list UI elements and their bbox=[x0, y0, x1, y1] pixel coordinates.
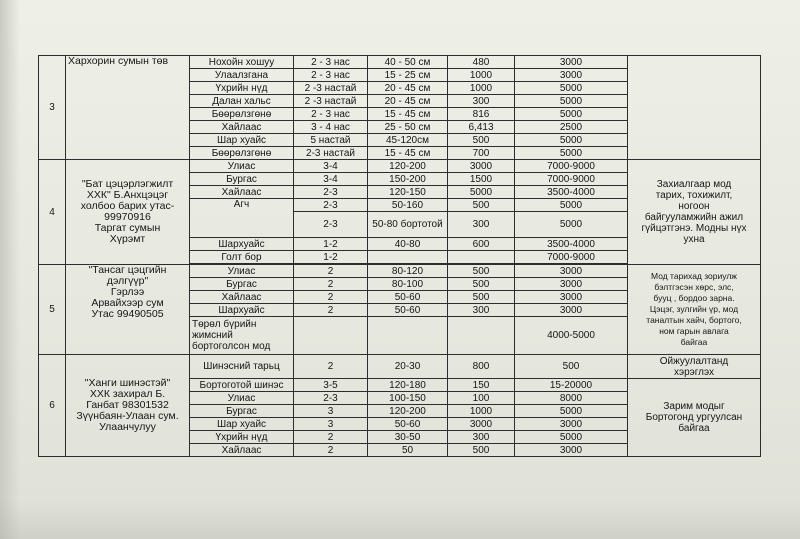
species-cell: Бөөрөлзгөнө bbox=[190, 147, 294, 160]
price-cell: 5000 bbox=[515, 108, 628, 121]
note-line: хэрэглэх bbox=[673, 366, 715, 378]
height-cell: 120-200 bbox=[368, 160, 448, 173]
row-number: 3 bbox=[39, 56, 66, 160]
height-cell: 45-120см bbox=[368, 134, 448, 147]
age-cell: 2-3 bbox=[294, 199, 368, 212]
owner-line: Зүүнбаян-Улаан сум. bbox=[76, 410, 179, 422]
height-cell: 120-150 bbox=[368, 186, 448, 199]
price-cell: 3500-4000 bbox=[515, 238, 628, 251]
species-cell: Улиас bbox=[190, 160, 294, 173]
price-cell: 15-20000 bbox=[515, 379, 628, 392]
species-cell: Хайлаас bbox=[190, 121, 294, 134]
species-cell: Бөөрөлзгөнө bbox=[190, 108, 294, 121]
age-cell bbox=[294, 317, 368, 355]
owner-line: 99970916 bbox=[104, 211, 151, 223]
age-cell: 3-4 bbox=[294, 160, 368, 173]
quantity-cell: 816 bbox=[448, 108, 515, 121]
quantity-cell: 5000 bbox=[448, 186, 515, 199]
quantity-cell: 500 bbox=[448, 199, 515, 212]
note-line: Ойжуулалтанд bbox=[659, 355, 729, 367]
height-cell: 15 - 45 см bbox=[368, 108, 448, 121]
price-cell: 2500 bbox=[515, 121, 628, 134]
species-cell: Шар хуайс bbox=[190, 134, 294, 147]
species-cell: Бургас bbox=[190, 173, 294, 186]
owner-line: Ганбат 98301532 bbox=[86, 399, 169, 411]
page-edge-shadow bbox=[0, 0, 20, 539]
note-line: бууц , бордоо зарна. bbox=[653, 293, 735, 303]
age-cell: 2 - 3 нас bbox=[294, 108, 368, 121]
owner-line: холбоо барих утас- bbox=[80, 200, 175, 212]
height-cell: 50-80 бортотой bbox=[368, 212, 448, 238]
age-cell: 2 bbox=[294, 431, 368, 444]
note-line: ногоон bbox=[678, 201, 710, 212]
note-cell bbox=[628, 160, 761, 265]
quantity-cell: 300 bbox=[448, 95, 515, 108]
quantity-cell: 800 bbox=[448, 355, 515, 379]
species-cell: Улиас bbox=[190, 392, 294, 405]
row-number: 5 bbox=[39, 265, 66, 355]
price-cell: 5000 bbox=[515, 95, 628, 108]
species-cell: Шархуайс bbox=[190, 304, 294, 317]
age-cell: 3 - 4 нас bbox=[294, 121, 368, 134]
note-line: бэлтгэсэн хөрс, элс, bbox=[654, 282, 734, 292]
height-cell: 20-30 bbox=[368, 355, 448, 379]
price-cell: 3000 bbox=[515, 291, 628, 304]
row-number: 6 bbox=[39, 355, 66, 457]
note-line: ном гарын авлага bbox=[659, 326, 729, 336]
quantity-cell: 700 bbox=[448, 147, 515, 160]
owner-line: Гэрлээ bbox=[110, 286, 145, 298]
note-line: Бортогонд ургуулсан bbox=[645, 412, 743, 423]
height-cell: 50-60 bbox=[368, 291, 448, 304]
quantity-cell bbox=[448, 251, 515, 264]
table-row bbox=[39, 56, 761, 69]
price-cell: 500 bbox=[515, 355, 628, 379]
price-cell: 7000-9000 bbox=[515, 160, 628, 173]
price-cell: 3000 bbox=[515, 56, 628, 69]
note-line: байгаа bbox=[680, 337, 708, 347]
quantity-cell bbox=[448, 317, 515, 355]
age-cell: 2-3 bbox=[294, 392, 368, 405]
height-cell: 120-200 bbox=[368, 405, 448, 418]
quantity-cell: 1000 bbox=[448, 69, 515, 82]
note-line: ухна bbox=[683, 234, 705, 245]
price-cell: 5000 bbox=[515, 405, 628, 418]
owner-line: Таргат сумын bbox=[94, 222, 161, 234]
age-cell: 1-2 bbox=[294, 238, 368, 251]
age-cell: 2 bbox=[294, 265, 368, 278]
note-line: гүйцэтгэнэ. Модны нүх bbox=[641, 223, 747, 234]
note-line: байгууламжийн ажил bbox=[644, 212, 744, 223]
price-cell: 5000 bbox=[515, 431, 628, 444]
height-cell bbox=[368, 251, 448, 264]
age-cell: 2 -3 настай bbox=[294, 82, 368, 95]
height-cell: 20 - 45 см bbox=[368, 82, 448, 95]
height-cell: 50-60 bbox=[368, 418, 448, 431]
price-cell: 8000 bbox=[515, 392, 628, 405]
quantity-cell: 6,413 bbox=[448, 121, 515, 134]
height-cell: 40-80 bbox=[368, 238, 448, 251]
age-cell: 2-3 bbox=[294, 212, 368, 238]
note-line: Мод тарихад зориулж bbox=[651, 271, 737, 281]
quantity-cell: 300 bbox=[448, 212, 515, 238]
height-cell: 15 - 45 см bbox=[368, 147, 448, 160]
height-cell: 20 - 45 см bbox=[368, 95, 448, 108]
note-line: тарих, тохижилт, bbox=[655, 190, 733, 201]
species-cell: Далан хальс bbox=[190, 95, 294, 108]
quantity-cell: 500 bbox=[448, 265, 515, 278]
owner-line: "Бат цэцэрлэгжилт bbox=[81, 178, 174, 190]
species-cell: Улаалзгана bbox=[190, 69, 294, 82]
age-cell: 2 bbox=[294, 444, 368, 457]
height-cell: 50-160 bbox=[368, 199, 448, 212]
species-cell: Шархуайс bbox=[190, 238, 294, 251]
age-cell: 2 -3 настай bbox=[294, 95, 368, 108]
age-cell: 2 - 3 нас bbox=[294, 69, 368, 82]
price-cell: 3000 bbox=[515, 304, 628, 317]
height-cell: 50-60 bbox=[368, 304, 448, 317]
quantity-cell: 300 bbox=[448, 431, 515, 444]
age-cell: 2 bbox=[294, 304, 368, 317]
row-number: 4 bbox=[39, 160, 66, 265]
table-row bbox=[39, 265, 761, 278]
species-cell: Улиас bbox=[190, 265, 294, 278]
price-cell: 5000 bbox=[515, 147, 628, 160]
age-cell: 2 bbox=[294, 355, 368, 379]
quantity-cell: 100 bbox=[448, 392, 515, 405]
species-cell: Хайлаас bbox=[190, 444, 294, 457]
price-cell: 5000 bbox=[515, 134, 628, 147]
age-cell: 2-3 настай bbox=[294, 147, 368, 160]
note-line: Зарим модыг bbox=[663, 401, 725, 412]
note-cell bbox=[628, 355, 761, 379]
note-cell bbox=[628, 56, 761, 160]
table-row bbox=[39, 160, 761, 173]
owner-line: ХХК" Б.Анхцэцэг bbox=[86, 189, 169, 201]
species-cell: Бургас bbox=[190, 405, 294, 418]
species-cell: Шинэсний тарьц bbox=[190, 355, 294, 379]
quantity-cell: 1000 bbox=[448, 405, 515, 418]
quantity-cell: 500 bbox=[448, 134, 515, 147]
quantity-cell: 480 bbox=[448, 56, 515, 69]
owner-line: "Ханги шинэстэй" bbox=[84, 377, 171, 389]
price-cell: 5000 bbox=[515, 199, 628, 212]
note-line: таналтын хайч, бортого, bbox=[646, 315, 742, 325]
owner-line: Хархорин сумын төв bbox=[68, 55, 169, 67]
owner-cell bbox=[66, 265, 190, 355]
species-cell: Бортоготой шинэс bbox=[190, 379, 294, 392]
height-cell: 80-120 bbox=[368, 265, 448, 278]
note-line: байгаа bbox=[678, 423, 710, 434]
height-cell: 25 - 50 см bbox=[368, 121, 448, 134]
owner-cell bbox=[66, 56, 190, 160]
nursery-table bbox=[38, 55, 761, 457]
species-cell: Шар хуайс bbox=[190, 418, 294, 431]
owner-line: Хүрэмт bbox=[109, 233, 146, 245]
height-cell: 30-50 bbox=[368, 431, 448, 444]
species-cell: Хайлаас bbox=[190, 186, 294, 199]
owner-line: "Тансаг цэцгийн bbox=[88, 264, 167, 276]
owner-line: Улаанчулуу bbox=[99, 421, 156, 433]
table-row bbox=[39, 355, 761, 379]
height-cell bbox=[368, 317, 448, 355]
species-cell: Хайлаас bbox=[190, 291, 294, 304]
owner-line: Арвайхээр сум bbox=[91, 297, 164, 309]
price-cell: 7000-9000 bbox=[515, 173, 628, 186]
quantity-cell: 1000 bbox=[448, 82, 515, 95]
age-cell: 3 bbox=[294, 418, 368, 431]
species-cell: Үхрийн нүд bbox=[190, 82, 294, 95]
species-cell: Бургас bbox=[190, 278, 294, 291]
owner-line: Утас 99490505 bbox=[91, 308, 164, 320]
price-cell: 3000 bbox=[515, 69, 628, 82]
price-cell: 3000 bbox=[515, 278, 628, 291]
age-cell: 2 bbox=[294, 278, 368, 291]
price-cell: 5000 bbox=[515, 212, 628, 238]
owner-line: ХХК захирал Б. bbox=[89, 388, 166, 400]
age-cell: 3-4 bbox=[294, 173, 368, 186]
price-cell: 3000 bbox=[515, 418, 628, 431]
quantity-cell: 500 bbox=[448, 444, 515, 457]
age-cell: 2-3 bbox=[294, 186, 368, 199]
owner-cell bbox=[66, 355, 190, 457]
age-cell: 1-2 bbox=[294, 251, 368, 264]
price-cell: 3000 bbox=[515, 444, 628, 457]
age-cell: 2 bbox=[294, 291, 368, 304]
price-cell: 3000 bbox=[515, 265, 628, 278]
quantity-cell: 300 bbox=[448, 304, 515, 317]
height-cell: 100-150 bbox=[368, 392, 448, 405]
quantity-cell: 3000 bbox=[448, 418, 515, 431]
note-cell bbox=[628, 265, 761, 355]
quantity-cell: 3000 bbox=[448, 160, 515, 173]
species-cell: Голт бор bbox=[190, 251, 294, 264]
quantity-cell: 1500 bbox=[448, 173, 515, 186]
height-cell: 40 - 50 см bbox=[368, 56, 448, 69]
height-cell: 15 - 25 см bbox=[368, 69, 448, 82]
age-cell: 5 настай bbox=[294, 134, 368, 147]
quantity-cell: 150 bbox=[448, 379, 515, 392]
price-cell: 4000-5000 bbox=[515, 317, 628, 355]
note-line: Цэцэг, зулгийн үр, мод bbox=[649, 304, 739, 314]
page-bottom-shadow bbox=[0, 500, 800, 539]
quantity-cell: 600 bbox=[448, 238, 515, 251]
age-cell: 3 bbox=[294, 405, 368, 418]
height-cell: 80-100 bbox=[368, 278, 448, 291]
owner-cell bbox=[66, 160, 190, 265]
owner-line: дэлгүүр" bbox=[106, 275, 149, 287]
height-cell: 120-180 bbox=[368, 379, 448, 392]
species-cell: Нохойн хошуу bbox=[190, 56, 294, 69]
height-cell: 50 bbox=[368, 444, 448, 457]
age-cell: 3-5 bbox=[294, 379, 368, 392]
note-line: Захиалгаар мод bbox=[656, 179, 732, 190]
age-cell: 2 - 3 нас bbox=[294, 56, 368, 69]
price-cell: 5000 bbox=[515, 82, 628, 95]
species-cell: Агч bbox=[190, 199, 294, 238]
quantity-cell: 500 bbox=[448, 278, 515, 291]
species-cell: Үхрийн нүд bbox=[190, 431, 294, 444]
species-cell: Төрөл бүрийн жимсний бортоголсон мод bbox=[190, 317, 294, 355]
height-cell: 150-200 bbox=[368, 173, 448, 186]
price-cell: 3500-4000 bbox=[515, 186, 628, 199]
quantity-cell: 500 bbox=[448, 291, 515, 304]
price-cell: 7000-9000 bbox=[515, 251, 628, 264]
note-cell bbox=[628, 379, 761, 457]
